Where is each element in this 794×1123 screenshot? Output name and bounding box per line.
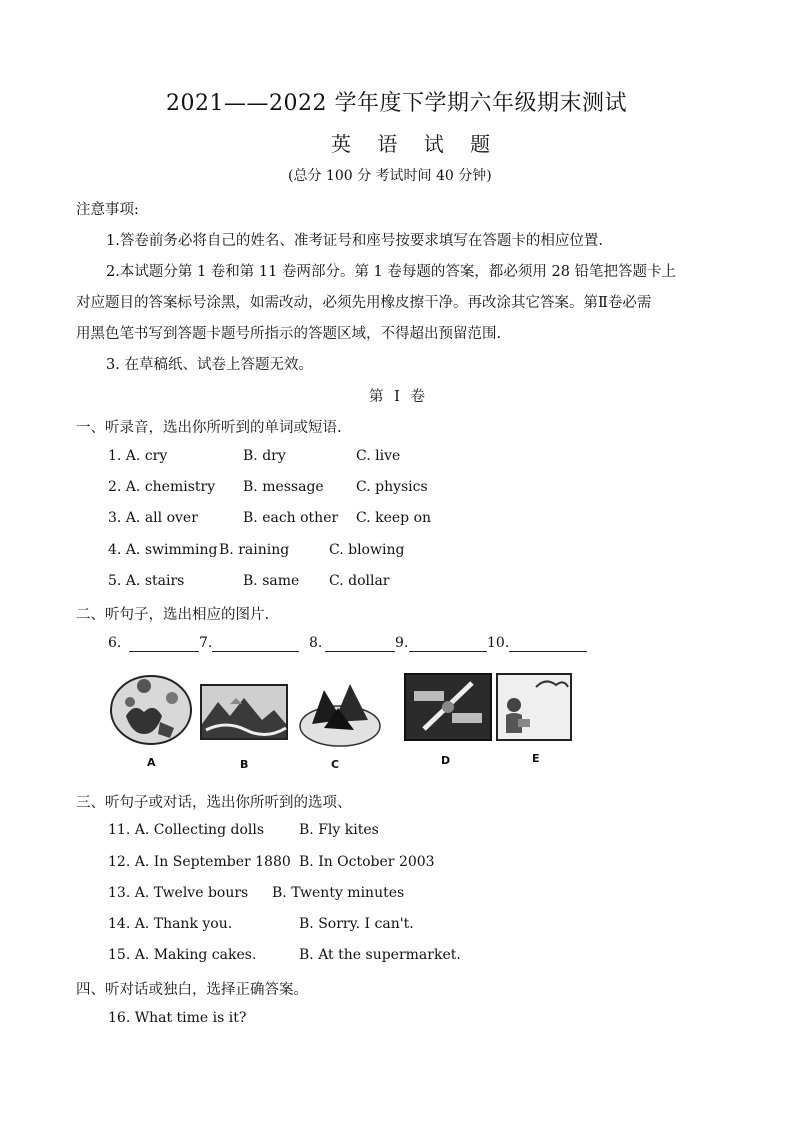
blank-7-line xyxy=(212,651,299,652)
picture-a-kids-playing-image xyxy=(108,672,194,748)
note-1: 1.答卷前务必将自己的姓名、准考证号和座号按要求填写在答题卡的相应位置. xyxy=(106,233,603,249)
blank-10-line xyxy=(509,651,587,652)
q1-option-b: B. dry xyxy=(243,448,286,464)
q3-option-a: 3. A. all over xyxy=(108,510,198,526)
q16-question: 16. What time is it? xyxy=(108,1010,247,1026)
blank-9-label: 9. xyxy=(395,635,409,651)
q11-option-a: 11. A. Collecting dolls xyxy=(108,822,265,838)
q3-option-c: C. keep on xyxy=(356,510,432,526)
q13-option-a: 13. A. Twelve bours xyxy=(108,885,249,901)
blank-8-line xyxy=(325,651,395,652)
notes-heading: 注意事项: xyxy=(76,202,139,218)
q14-option-b: B. Sorry. I can't. xyxy=(299,916,414,932)
picture-c-label: C xyxy=(331,758,340,771)
q5-option-a: 5. A. stairs xyxy=(108,573,185,589)
note-2-line-2: 对应题目的答案标号涂黑，如需改动，必须先用橡皮擦干净。再改涂其它答案。第Ⅱ卷必需 xyxy=(76,295,652,311)
q1-option-a: 1. A. cry xyxy=(108,448,168,464)
picture-e-boy-reading-image xyxy=(496,673,572,741)
q4-option-c: C. blowing xyxy=(329,542,405,558)
picture-b-mountains-image xyxy=(200,684,288,740)
section2-heading: 二、听句子，选出相应的图片. xyxy=(76,607,270,623)
q15-option-a: 15. A. Making cakes. xyxy=(108,947,257,963)
picture-b-label: B xyxy=(240,758,249,771)
q11-option-b: B. Fly kites xyxy=(299,822,379,838)
exam-info: (总分 100 分 考试时间 40 分钟) xyxy=(288,168,492,184)
q13-option-b: B. Twenty minutes xyxy=(272,885,405,901)
q4-option-b: B. raining xyxy=(219,542,290,558)
picture-c-zongzi-image xyxy=(298,678,382,750)
note-3: 3. 在草稿纸、试卷上答题无效。 xyxy=(106,357,313,373)
q3-option-b: B. each other xyxy=(243,510,339,526)
q14-option-a: 14. A. Thank you. xyxy=(108,916,233,932)
note-2-line-3: 用黑色笔书写到答题卡题号所指示的答题区域，不得超出预留范围. xyxy=(76,326,502,342)
blank-9-line xyxy=(409,651,487,652)
q15-option-b: B. At the supermarket. xyxy=(299,947,461,963)
q1-option-c: C. live xyxy=(356,448,401,464)
picture-d-label: D xyxy=(441,754,451,767)
picture-e-label: E xyxy=(532,752,540,765)
blank-8-label: 8. xyxy=(309,635,323,651)
blank-7-label: 7. xyxy=(199,635,213,651)
exam-subtitle: 英 语 试 题 xyxy=(331,132,501,156)
blank-10-label: 10. xyxy=(487,635,510,651)
picture-a-label: A xyxy=(147,756,156,769)
note-2-line-1: 2.本试题分第 1 卷和第 11 卷两部分。第 1 卷每题的答案，都必须用 28 铅笔把答题卡上 xyxy=(106,264,677,280)
q5-option-b: B. same xyxy=(243,573,300,589)
q12-option-a: 12. A. In September 1880 xyxy=(108,854,291,870)
section1-heading: 一、听录音，选出你所听到的单词或短语. xyxy=(76,420,342,436)
q2-option-c: C. physics xyxy=(356,479,428,495)
section3-heading: 三、听句子或对话，选出你所听到的选项、 xyxy=(76,795,352,811)
volume-label: 第 I 卷 xyxy=(369,389,428,405)
q2-option-a: 2. A. chemistry xyxy=(108,479,216,495)
q2-option-b: B. message xyxy=(243,479,324,495)
picture-d-space-station-image xyxy=(404,673,492,741)
section4-heading: 四、听对话或独白，选择正确答案。 xyxy=(76,982,308,998)
blank-6-line xyxy=(129,651,199,652)
exam-title: 2021——2022 学年度下学期六年级期末测试 xyxy=(166,91,627,116)
blank-6-label: 6. xyxy=(108,635,122,651)
q4-option-a: 4. A. swimming xyxy=(108,542,218,558)
q12-option-b: B. In October 2003 xyxy=(299,854,435,870)
q5-option-c: C. dollar xyxy=(329,573,390,589)
